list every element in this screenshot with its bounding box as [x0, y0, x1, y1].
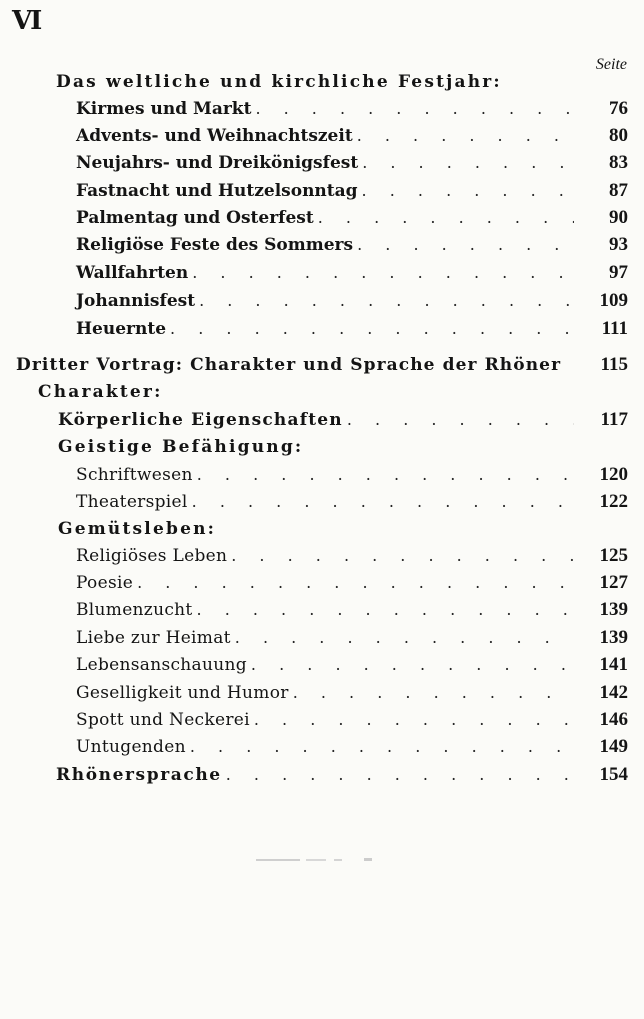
toc-entry-page: 154 [599, 764, 628, 785]
dot-leader [226, 761, 574, 789]
toc-entry-title: Religiöses Leben [76, 546, 228, 566]
toc-entry [0, 149, 644, 177]
toc-entry [0, 259, 644, 287]
toc-entry-title: Dritter Vortrag: Charakter und Sprache der Rhöner [16, 355, 562, 375]
toc-entry-page: 139 [599, 599, 628, 620]
dot-leader [362, 149, 574, 177]
toc-entry-page: 83 [609, 152, 628, 173]
dot-leader [231, 542, 574, 570]
toc-entry-title: Fastnacht und Hutzelsonntag [76, 181, 358, 201]
toc-heading-festjahr [0, 68, 644, 96]
toc-entry [0, 177, 644, 205]
toc-entry-title: Rhönersprache [56, 765, 222, 785]
toc-section-heading [0, 378, 644, 406]
toc-entry-page: 97 [609, 262, 628, 283]
dot-leader [347, 406, 574, 434]
toc-entry-page: 80 [609, 125, 628, 146]
dot-leader [197, 596, 574, 624]
page-column-header: Seite [595, 56, 627, 73]
dot-leader [293, 679, 574, 707]
toc-entry-title: Wallfahrten [76, 263, 189, 283]
toc-entry-page: 122 [599, 491, 628, 512]
toc-entry-page: 76 [609, 98, 628, 119]
toc-entry [0, 679, 644, 707]
dot-leader [192, 488, 574, 516]
toc-entry-page: 109 [599, 290, 628, 311]
toc-entry [0, 761, 644, 789]
dot-leader [192, 259, 574, 287]
toc-entry [0, 706, 644, 734]
printer-ornament [256, 857, 376, 863]
toc-entry-page: 90 [609, 207, 628, 228]
toc-entry [0, 596, 644, 624]
toc-entry-title: Kirmes und Markt [76, 99, 252, 119]
toc-entry-title: Körperliche Eigenschaften [58, 410, 343, 430]
toc-entry-title: Theaterspiel [76, 492, 188, 512]
dot-leader [199, 287, 574, 315]
toc-entry [0, 542, 644, 570]
toc-entry-title: Johannisfest [76, 291, 196, 311]
dot-leader [362, 177, 574, 205]
dot-leader [251, 651, 574, 679]
toc-entry-page: 125 [599, 545, 628, 566]
toc-entry-page: 141 [599, 654, 628, 675]
dot-leader [137, 569, 574, 597]
toc-entry [0, 122, 644, 150]
toc-subsection-heading [0, 433, 644, 461]
toc-entry-page: 142 [599, 682, 628, 703]
toc-entry-title: Das weltliche und kirchliche Festjahr: [56, 72, 502, 92]
toc-chapter-heading [0, 351, 644, 379]
toc-entry-title: Liebe zur Heimat [76, 628, 231, 648]
toc-entry-page: 111 [601, 318, 628, 339]
dot-leader [357, 231, 574, 259]
dot-leader [254, 706, 574, 734]
toc-entry-title: Charakter: [38, 382, 163, 402]
toc-entry-page: 115 [600, 354, 628, 375]
page-number: VI [12, 6, 41, 36]
toc-entry-title: Geselligkeit und Humor [76, 683, 289, 703]
dot-leader [318, 204, 574, 232]
toc-entry [0, 569, 644, 597]
toc-entry-title: Heuernte [76, 319, 167, 339]
toc-entry-title: Neujahrs- und Dreikönigsfest [76, 153, 359, 173]
toc-entry-page: 93 [609, 234, 628, 255]
toc-entry-title: Poesie [76, 573, 134, 593]
toc-entry-title: Gemütsleben: [58, 519, 217, 539]
toc-entry-page: 117 [600, 409, 628, 430]
toc-entry-title: Untugenden [76, 737, 186, 757]
toc-entry-title: Lebensanschauung [76, 655, 247, 675]
dot-leader [190, 733, 574, 761]
toc-entry [0, 231, 644, 259]
toc-entry [0, 406, 644, 434]
toc-entry [0, 95, 644, 123]
toc-entry [0, 287, 644, 315]
toc-entry [0, 624, 644, 652]
toc-entry-title: Palmentag und Osterfest [76, 208, 314, 228]
toc-entry [0, 315, 644, 343]
toc-entry-title: Spott und Neckerei [76, 710, 250, 730]
toc-entry [0, 461, 644, 489]
toc-entry [0, 204, 644, 232]
dot-leader [170, 315, 574, 343]
dot-leader [255, 95, 574, 123]
toc-entry [0, 488, 644, 516]
toc-subsection-heading [0, 515, 644, 543]
toc-entry-title: Religiöse Feste des Sommers [76, 235, 354, 255]
toc-entry-title: Blumenzucht [76, 600, 193, 620]
toc-entry [0, 651, 644, 679]
toc-entry-title: Advents- und Weihnachtszeit [76, 126, 353, 146]
dot-leader [197, 461, 574, 489]
toc-entry-page: 139 [599, 627, 628, 648]
dot-leader [357, 122, 574, 150]
toc-entry-page: 146 [599, 709, 628, 730]
toc-entry-title: Schriftwesen [76, 465, 193, 485]
toc-entry [0, 733, 644, 761]
toc-entry-title: Geistige Befähigung: [58, 437, 304, 457]
toc-entry-page: 120 [599, 464, 628, 485]
toc-entry-page: 87 [609, 180, 628, 201]
toc-entry-page: 149 [599, 736, 628, 757]
dot-leader [235, 624, 574, 652]
toc-entry-page: 127 [599, 572, 628, 593]
